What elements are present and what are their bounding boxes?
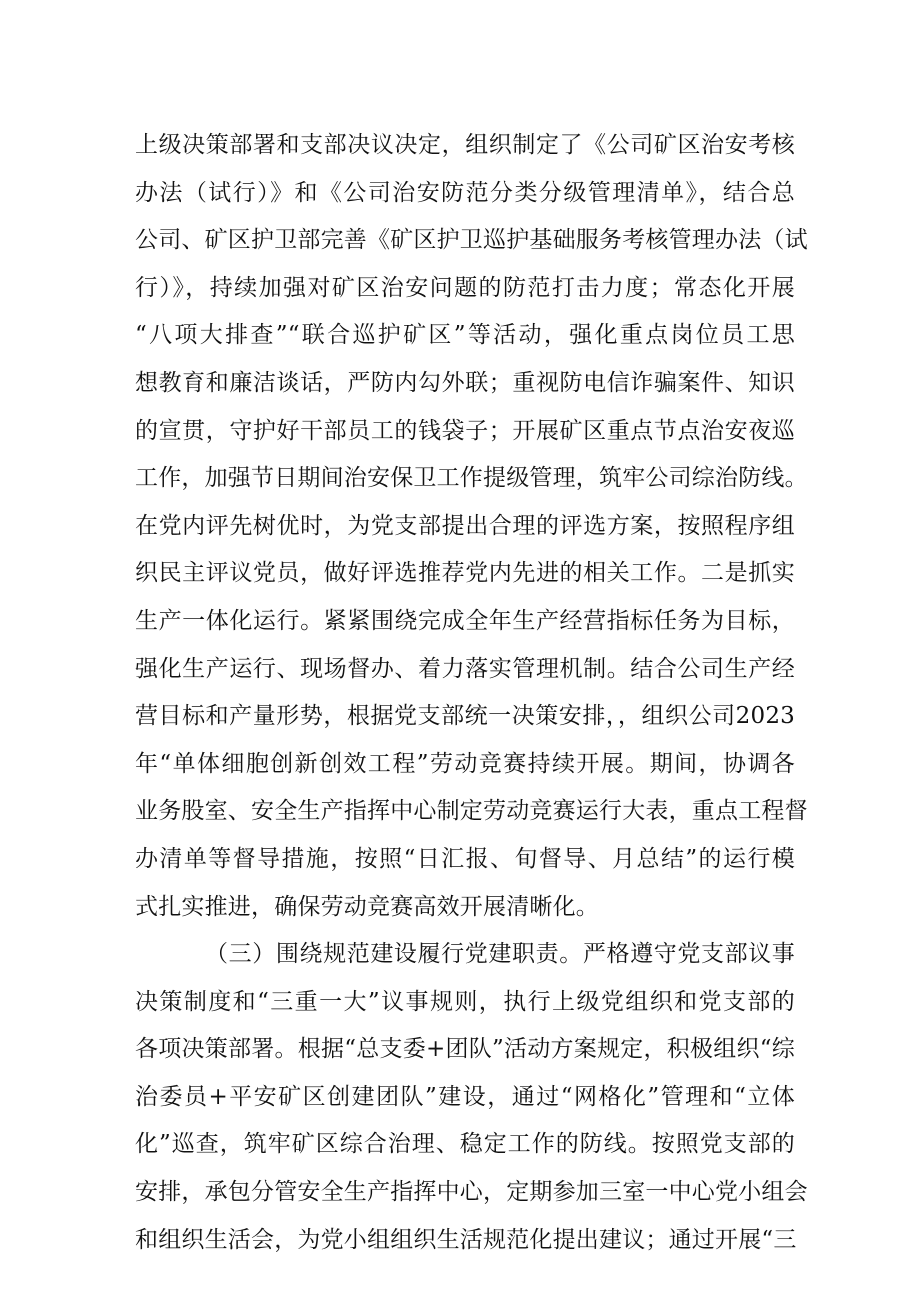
text-line: 治委员+平安矿区创建团队”建设，通过“网格化”管理和“立体 xyxy=(135,1083,795,1110)
text-line: 营目标和产量形势，根据党支部统一决策安排，，组织公司2023 xyxy=(135,703,795,730)
text-line: 办清单等督导措施，按照“日汇报、旬督导、月总结”的运行模 xyxy=(135,845,795,872)
text-line: 工作，加强节日期间治安保卫工作提级管理，筑牢公司综治防线。 xyxy=(135,465,808,492)
text-line: 强化生产运行、现场督办、着力落实管理机制。结合公司生产经 xyxy=(135,655,795,682)
text-line: 和组织生活会，为党小组组织生活规范化提出建议；通过开展“三 xyxy=(135,1226,797,1253)
text-line: 式扎实推进，确保劳动竞赛高效开展清晰化。 xyxy=(135,893,599,920)
text-line: “八项大排查”“联合巡护矿区”等活动，强化重点岗位员工思 xyxy=(135,322,795,349)
text-line: 办法（试行）》和《公司治安防范分类分级管理清单》，结合总 xyxy=(135,179,795,206)
text-line: 在党内评先树优时，为党支部提出合理的评选方案，按照程序组 xyxy=(135,512,795,539)
text-line: 业务股室、安全生产指挥中心制定劳动竞赛运行大表，重点工程督 xyxy=(135,798,808,825)
text-line: 年“单体细胞创新创效工程”劳动竞赛持续开展。期间，协调各 xyxy=(135,750,795,777)
section-heading-line: （三）围绕规范建设履行党建职责。严格遵守党支部议事 xyxy=(205,941,795,968)
text-line: 织民主评议党员，做好评选推荐党内先进的相关工作。二是抓实 xyxy=(135,560,795,587)
text-line: 安排，承包分管安全生产指挥中心，定期参加三室一中心党小组会 xyxy=(135,1179,808,1206)
text-line: 决策制度和“三重一大”议事规则，执行上级党组织和党支部的 xyxy=(135,988,795,1015)
text-line: 的宣贯，守护好干部员工的钱袋子；开展矿区重点节点治安夜巡 xyxy=(135,417,795,444)
body-text xyxy=(135,122,808,1264)
text-line: 各项决策部署。根据“总支委+团队”活动方案规定，积极组织“综 xyxy=(135,1036,795,1063)
text-line: 行）》，持续加强对矿区治安问题的防范打击力度；常态化开展 xyxy=(135,274,795,301)
text-line: 上级决策部署和支部决议决定，组织制定了《公司矿区治安考核 xyxy=(135,132,795,158)
text-line: 想教育和廉洁谈话，严防内勾外联；重视防电信诈骗案件、知识 xyxy=(135,369,795,396)
text-line: 生产一体化运行。紧紧围绕完成全年生产经营指标任务为目标， xyxy=(135,607,795,634)
text-line: 公司、矿区护卫部完善《矿区护卫巡护基础服务考核管理办法（试 xyxy=(135,227,808,254)
text-line: 化”巡查，筑牢矿区综合治理、稳定工作的防线。按照党支部的 xyxy=(135,1131,795,1158)
